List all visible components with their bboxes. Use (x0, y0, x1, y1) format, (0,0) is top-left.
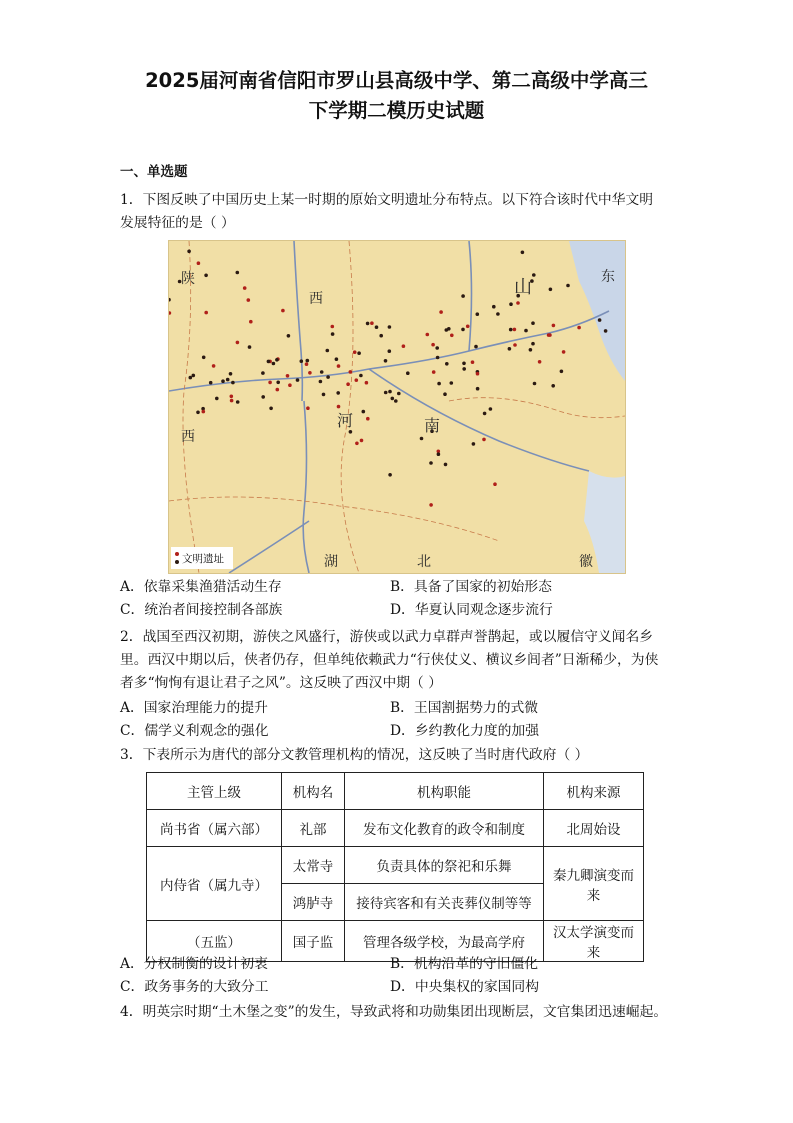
map-site-marker (322, 393, 326, 397)
map-site-marker (320, 370, 324, 374)
map-label-dong: 东 (601, 269, 615, 285)
map-site-marker (281, 309, 285, 313)
table-cell: 管理各级学校，为最高学府 (345, 921, 544, 962)
map-site-marker (461, 294, 465, 298)
map-site-marker (268, 381, 272, 385)
map-site-marker (346, 382, 350, 386)
map-site-marker (296, 378, 300, 382)
map-site-marker (326, 349, 330, 353)
map-site-marker (248, 345, 252, 349)
map-site-marker (276, 388, 280, 392)
map-site-marker (230, 395, 234, 399)
map-site-marker (406, 371, 410, 375)
map-site-marker (366, 417, 370, 421)
q2-line-2: 里。西汉中期以后，侠者仍存，但单纯依赖武力“行侠仗义、横议乡闾者”日渐稀少，为侠 (120, 652, 659, 668)
q1-option-c[interactable]: C．统治者间接控制各部族 (120, 602, 283, 618)
map-site-marker (560, 370, 564, 374)
table-cell: （五监） (147, 921, 282, 962)
map-label-he: 河 (337, 411, 354, 430)
map-site-marker (551, 384, 555, 388)
map-site-marker (531, 342, 535, 346)
question-3-options (120, 953, 660, 999)
map-site-marker (509, 302, 513, 306)
q3-option-d[interactable]: D．中央集权的家国同构 (390, 979, 540, 995)
map-site-marker (471, 360, 475, 364)
map-site-marker (388, 325, 392, 329)
map-site-marker (492, 305, 496, 309)
map-site-marker (308, 371, 312, 375)
map-site-marker (375, 325, 379, 329)
map-site-marker (445, 362, 449, 366)
map-site-marker (476, 312, 480, 316)
map-site-marker (243, 286, 247, 290)
map-site-marker (388, 473, 392, 477)
map-site-marker (524, 329, 528, 333)
map-site-marker (384, 359, 388, 363)
map-site-marker (355, 442, 359, 446)
map-site-marker (431, 343, 435, 347)
map-label-shaan: 陕 (181, 271, 195, 287)
map-site-marker (513, 343, 517, 347)
table-cell: 发布文化教育的政令和制度 (345, 810, 544, 847)
q1-stem-line-1: 1．下图反映了中国历史上某一时期的原始文明遗址分布特点。以下符合该时代中华文明 (120, 192, 654, 208)
q2-line-1: 2．战国至西汉初期，游侠之风盛行，游侠或以武力卓群声誉鹊起，或以履信守义闻名乡 (120, 629, 654, 645)
map-site-marker (331, 325, 335, 329)
map-label-xi: 西 (309, 291, 323, 307)
map-site-marker (365, 381, 369, 385)
map-site-marker (379, 334, 383, 338)
map-site-marker (357, 351, 361, 355)
title-line-2: 下学期二模历史试题 (308, 99, 485, 122)
map-site-marker (300, 359, 304, 363)
map-site-marker (493, 482, 497, 486)
table-header: 机构来源 (544, 773, 644, 810)
map-label-nan: 南 (424, 416, 441, 435)
map-site-marker (598, 318, 602, 322)
question-1-stem (120, 189, 660, 235)
map-site-marker (538, 360, 542, 364)
map-site-marker (476, 387, 480, 391)
map-site-marker (366, 322, 370, 326)
map-label-hui: 徽 (579, 554, 593, 570)
map-site-marker (215, 397, 219, 401)
map-site-marker (236, 400, 240, 404)
map-site-marker (349, 430, 353, 434)
q1-option-d[interactable]: D．华夏认同观念逐步流行 (390, 602, 553, 618)
map-site-marker (209, 381, 213, 385)
map-site-marker (509, 328, 513, 332)
q1-stem-line-2: 发展特征的是（ ） (120, 215, 235, 231)
table-header: 机构名 (282, 773, 345, 810)
map-site-marker (461, 328, 465, 332)
map-site-marker (337, 364, 341, 368)
map-site-marker (443, 392, 447, 396)
map-site-marker (187, 250, 191, 254)
map-site-marker (388, 390, 392, 394)
map-site-marker (247, 298, 251, 302)
map-site-marker (305, 362, 309, 366)
map-site-marker (202, 356, 206, 360)
map-site-marker (566, 284, 570, 288)
map-site-marker (474, 345, 478, 349)
question-3-stem: 3．下表所示为唐代的部分文教管理机构的情况，这反映了当时唐代政府（ ） (120, 747, 589, 763)
map-site-marker (249, 320, 253, 324)
map-site-marker (516, 301, 520, 305)
table-header: 机构职能 (345, 773, 544, 810)
map-site-marker (269, 407, 273, 411)
map-site-marker (189, 376, 193, 380)
map-site-marker (436, 356, 440, 360)
map-site-marker (355, 378, 359, 382)
map-site-marker (267, 360, 271, 364)
map-site-marker (496, 312, 500, 316)
table-cell: 内侍省（属九寺） (147, 847, 282, 921)
map-label-xi-2: 西 (181, 429, 195, 445)
table-cell: 接待宾客和有关丧葬仪制等等 (345, 884, 544, 921)
map-site-marker (529, 348, 533, 352)
exam-title (60, 66, 733, 126)
map-site-marker (204, 274, 208, 278)
q2-line-3: 者多“恂恂有退让君子之风”。这反映了西汉中期（ ） (120, 675, 443, 691)
map-site-marker (276, 381, 280, 385)
map-site-marker (226, 378, 230, 382)
q2-option-a[interactable]: A．国家治理能力的提升 (120, 700, 268, 716)
map-site-marker (306, 406, 310, 410)
map-site-marker (435, 346, 439, 350)
map-site-marker (429, 503, 433, 507)
map-site-marker (432, 370, 436, 374)
table-cell: 礼部 (282, 810, 345, 847)
map-site-marker (531, 321, 535, 325)
table-cell: 尚书省（属六部） (147, 810, 282, 847)
map-site-marker (489, 407, 493, 411)
map-site-marker (394, 399, 398, 403)
map-site-marker (286, 374, 290, 378)
map-site-marker (391, 397, 395, 401)
question-1-options (120, 576, 660, 622)
map-site-marker (336, 391, 340, 395)
map-site-marker (429, 461, 433, 465)
map-site-marker (552, 324, 556, 328)
map-site-marker (444, 463, 448, 467)
map-site-marker (204, 311, 208, 315)
map-site-marker (447, 327, 451, 331)
table-cell: 北周始设 (544, 810, 644, 847)
map-site-marker (384, 391, 388, 395)
map-site-marker (397, 392, 401, 396)
map-site-marker (231, 381, 235, 385)
q1-option-a[interactable]: A．依靠采集渔猎活动生存 (120, 579, 282, 595)
map-site-marker (236, 341, 240, 345)
map-site-marker (349, 370, 353, 374)
q3-option-b[interactable]: B．机构沿革的守旧僵化 (390, 956, 539, 972)
map-site-marker (521, 251, 525, 255)
map-label-bei: 北 (417, 554, 431, 570)
title-line-1: 2025届河南省信阳市罗山县高级中学、第二高级中学高三 (145, 69, 648, 92)
map-site-marker (221, 379, 225, 383)
table-cell: 太常寺 (282, 847, 345, 884)
q3-option-a[interactable]: A．分权制衡的设计初衷 (120, 956, 268, 972)
table-cell: 鸿胪寺 (282, 884, 345, 921)
map-site-marker (577, 326, 581, 330)
map-site-marker (370, 321, 374, 325)
map-site-marker (450, 381, 454, 385)
q3-option-c[interactable]: C．政务事务的大致分工 (120, 979, 269, 995)
map-site-marker (532, 273, 536, 277)
map-site-marker (202, 410, 206, 414)
institutions-table (146, 772, 644, 962)
map-site-marker (197, 261, 201, 265)
map-site-marker (272, 362, 276, 366)
map-site-marker (319, 380, 323, 384)
map-site-marker (275, 358, 279, 362)
map-legend-label: 文明遗址 (182, 553, 224, 565)
map-site-marker (388, 349, 392, 353)
map-site-marker (337, 405, 341, 409)
map-site-marker (229, 372, 233, 376)
map-site-marker (287, 334, 291, 338)
map-site-marker (482, 438, 486, 442)
map-site-marker (402, 344, 406, 348)
question-4-stem: 4．明英宗时期“土木堡之变”的发生，导致武将和功勋集团出现断层，文官集团迅速崛起。 (120, 1004, 668, 1020)
q2-option-d[interactable]: D．乡约教化力度的加强 (390, 723, 540, 739)
map-site-marker (426, 333, 430, 337)
map-site-marker (513, 328, 517, 332)
map-site-marker (472, 442, 476, 446)
map-site-marker (547, 333, 551, 337)
map-site-marker (604, 329, 608, 333)
q2-option-b[interactable]: B．王国割据势力的式微 (390, 700, 539, 716)
map-site-marker (360, 439, 364, 443)
map-site-marker (236, 271, 240, 275)
map-site-marker (326, 375, 330, 379)
map-site-marker (476, 372, 480, 376)
table-header: 主管上级 (147, 773, 282, 810)
map-site-marker (261, 395, 265, 399)
table-row (147, 847, 644, 884)
map-site-marker (439, 310, 443, 314)
map-label-shan: 山 (514, 277, 532, 298)
question-2-options (120, 697, 660, 743)
map-site-marker (353, 350, 357, 354)
map-site-marker (261, 371, 265, 375)
map-site-marker (483, 412, 487, 416)
table-cell: 汉太学演变而来 (544, 921, 644, 962)
map-site-marker (288, 383, 292, 387)
map-graphic (169, 241, 625, 573)
map-site-marker (420, 437, 424, 441)
map-site-marker (450, 334, 454, 338)
map-site-marker (533, 382, 537, 386)
map-site-marker (192, 374, 196, 378)
map-site-marker (212, 364, 216, 368)
map-site-marker (362, 410, 366, 414)
map-site-marker (359, 374, 363, 378)
table-cell: 负责具体的祭祀和乐舞 (345, 847, 544, 884)
map-site-marker (437, 452, 441, 456)
table-row (147, 810, 644, 847)
map-site-marker (462, 362, 466, 366)
q1-option-b[interactable]: B．具备了国家的初始形态 (390, 579, 552, 595)
map-site-marker (331, 332, 335, 336)
map-site-marker (335, 357, 339, 361)
table-cell: 秦九卿演变而来 (544, 847, 644, 921)
map-label-hu: 湖 (324, 554, 338, 570)
question-2-stem (120, 626, 660, 695)
map-site-marker (549, 288, 553, 292)
table-cell: 国子监 (282, 921, 345, 962)
table-header-row (147, 773, 644, 810)
map-site-marker (462, 367, 466, 371)
map-site-marker (466, 325, 470, 329)
section-heading: 一、单选题 (120, 164, 188, 180)
site-distribution-map (168, 240, 626, 574)
map-site-marker (437, 382, 441, 386)
map-site-marker (508, 347, 512, 351)
map-site-marker (230, 399, 234, 403)
map-site-marker (306, 359, 310, 363)
q2-option-c[interactable]: C．儒学义利观念的强化 (120, 723, 269, 739)
map-site-marker (196, 411, 200, 415)
map-site-marker (562, 350, 566, 354)
